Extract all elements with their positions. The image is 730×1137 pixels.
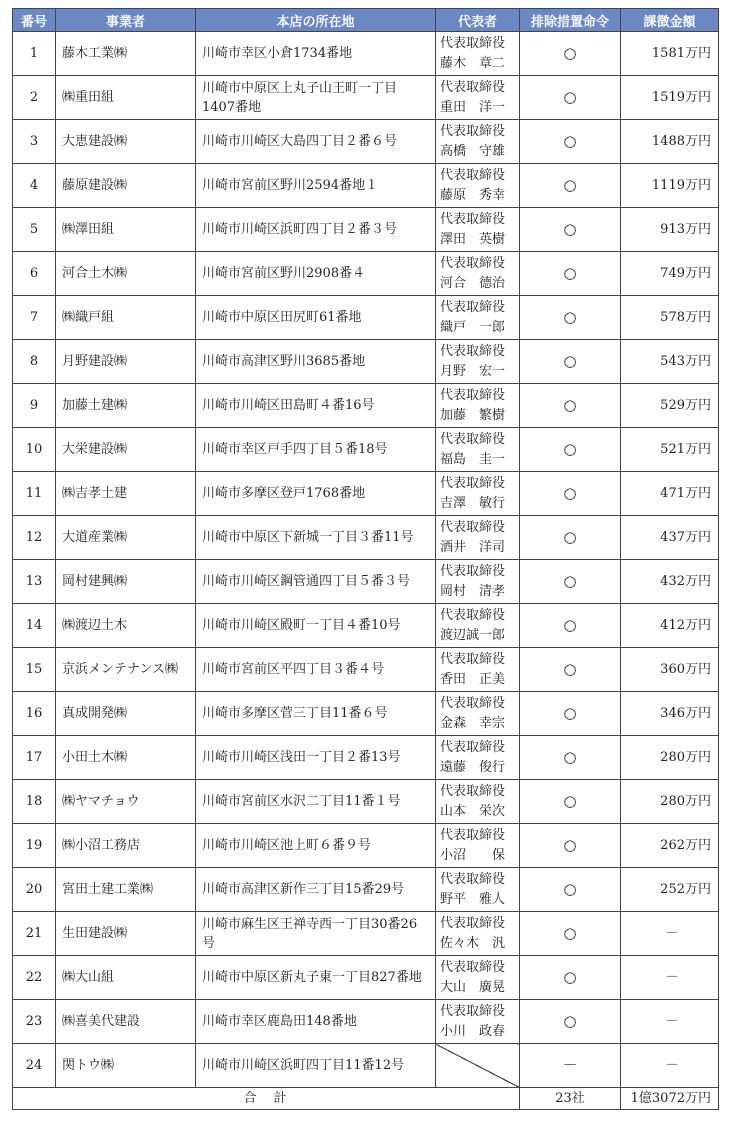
row-company: ㈱澤田組: [56, 208, 196, 252]
header-number: 番号: [13, 9, 56, 32]
representative-title: 代表取締役: [440, 343, 506, 359]
header-address: 本店の所在地: [196, 9, 436, 32]
row-address: 川崎市幸区戸手四丁目５番18号: [196, 428, 436, 472]
row-surcharge: －: [621, 1000, 719, 1044]
row-exclusion-order: ○: [520, 692, 621, 736]
row-exclusion-order: ○: [520, 1000, 621, 1044]
row-representative: [436, 824, 520, 868]
table-row: [13, 296, 719, 340]
row-address: 川崎市宮前区水沢二丁目11番１号: [196, 780, 436, 824]
representative-name: 高橋 守雄: [440, 143, 506, 159]
table-row: [13, 76, 719, 120]
table-footer: [13, 1088, 719, 1110]
row-representative: [436, 1000, 520, 1044]
representative-title: 代表取締役: [440, 79, 506, 95]
table-row: [13, 340, 719, 384]
row-address: 川崎市中原区下新城一丁目３番11号: [196, 516, 436, 560]
row-number: 9: [13, 384, 56, 428]
row-number: 5: [13, 208, 56, 252]
row-representative-empty-slash: [436, 1044, 520, 1088]
row-address: 川崎市中原区上丸子山王町一丁目1407番地: [196, 76, 436, 120]
representative-title: 代表取締役: [440, 651, 506, 667]
representative-name: 小川 政春: [440, 1023, 506, 1039]
row-company: ㈱小沼工務店: [56, 824, 196, 868]
row-company: 加藤土建㈱: [56, 384, 196, 428]
row-address: 川崎市宮前区野川2908番４: [196, 252, 436, 296]
row-number: 19: [13, 824, 56, 868]
row-address: 川崎市川崎区大島四丁目２番６号: [196, 120, 436, 164]
row-company: 真成開発㈱: [56, 692, 196, 736]
representative-title: 代表取締役: [440, 783, 506, 799]
representative-name: 金森 幸宗: [440, 715, 506, 731]
representative-name: 福島 圭一: [440, 451, 506, 467]
row-exclusion-order: ○: [520, 516, 621, 560]
row-representative: [436, 560, 520, 604]
row-exclusion-order: ○: [520, 956, 621, 1000]
row-representative: [436, 252, 520, 296]
row-number: 1: [13, 32, 56, 76]
row-number: 17: [13, 736, 56, 780]
table-row: [13, 780, 719, 824]
row-surcharge: 432万円: [621, 560, 719, 604]
row-address: 川崎市幸区小倉1734番地: [196, 32, 436, 76]
representative-name: 月野 宏一: [440, 363, 506, 379]
representative-name: 重田 洋一: [440, 99, 506, 115]
row-surcharge: －: [621, 1044, 719, 1088]
row-address: 川崎市宮前区平四丁目３番４号: [196, 648, 436, 692]
row-exclusion-order: ○: [520, 296, 621, 340]
representative-title: 代表取締役: [440, 167, 506, 183]
row-company: ㈱織戸組: [56, 296, 196, 340]
representative-title: 代表取締役: [440, 475, 506, 491]
representative-title: 代表取締役: [440, 563, 506, 579]
row-exclusion-order: ○: [520, 824, 621, 868]
row-representative: [436, 472, 520, 516]
representative-name: 河合 德治: [440, 275, 506, 291]
row-surcharge: －: [621, 912, 719, 956]
row-exclusion-order: ○: [520, 340, 621, 384]
representative-name: 岡村 清孝: [440, 583, 506, 599]
row-address: 川崎市川崎区浅田一丁目２番13号: [196, 736, 436, 780]
representative-title: 代表取締役: [440, 915, 506, 931]
row-representative: [436, 428, 520, 472]
representative-name: 大山 廣晃: [440, 979, 506, 995]
row-address: 川崎市高津区新作三丁目15番29号: [196, 868, 436, 912]
row-representative: [436, 692, 520, 736]
representative-name: 遠藤 俊行: [440, 759, 506, 775]
representative-name: 野平 雅人: [440, 891, 506, 907]
row-company: 京浜メンテナンス㈱: [56, 648, 196, 692]
row-exclusion-order: ○: [520, 780, 621, 824]
row-address: 川崎市宮前区野川2594番地１: [196, 164, 436, 208]
row-representative: [436, 956, 520, 1000]
representative-title: 代表取締役: [440, 431, 506, 447]
row-surcharge: 412万円: [621, 604, 719, 648]
representative-title: 代表取締役: [440, 387, 506, 403]
row-representative: [436, 604, 520, 648]
table-row: [13, 736, 719, 780]
header-row: [13, 9, 719, 32]
row-number: 24: [13, 1044, 56, 1088]
row-address: 川崎市中原区新丸子東一丁目827番地: [196, 956, 436, 1000]
row-company: ㈱ヤマチョウ: [56, 780, 196, 824]
row-number: 22: [13, 956, 56, 1000]
representative-title: 代表取締役: [440, 739, 506, 755]
table-row: [13, 956, 719, 1000]
row-number: 14: [13, 604, 56, 648]
row-exclusion-order: ○: [520, 912, 621, 956]
header-exclusion-order: 排除措置命令: [520, 9, 621, 32]
row-number: 21: [13, 912, 56, 956]
row-exclusion-order: ○: [520, 208, 621, 252]
representative-name: 佐々木 汎: [440, 935, 506, 951]
representative-title: 代表取締役: [440, 827, 506, 843]
table-row: [13, 648, 719, 692]
row-company: ㈱渡辺土木: [56, 604, 196, 648]
row-surcharge: 346万円: [621, 692, 719, 736]
row-company: 大栄建設㈱: [56, 428, 196, 472]
row-company: 大恵建設㈱: [56, 120, 196, 164]
row-number: 13: [13, 560, 56, 604]
row-address: 川崎市高津区野川3685番地: [196, 340, 436, 384]
row-representative: [436, 208, 520, 252]
row-surcharge: 1519万円: [621, 76, 719, 120]
representative-title: 代表取締役: [440, 35, 506, 51]
table-row: [13, 32, 719, 76]
row-company: 河合土木㈱: [56, 252, 196, 296]
row-exclusion-order: ○: [520, 604, 621, 648]
table-row: [13, 560, 719, 604]
table-row: [13, 120, 719, 164]
row-company: ㈱大山組: [56, 956, 196, 1000]
row-address: 川崎市川崎区浜町四丁目11番12号: [196, 1044, 436, 1088]
row-surcharge: 437万円: [621, 516, 719, 560]
row-address: 川崎市麻生区王禅寺西一丁目30番26号: [196, 912, 436, 956]
row-exclusion-order: ○: [520, 428, 621, 472]
row-surcharge: 543万円: [621, 340, 719, 384]
row-exclusion-order: ○: [520, 76, 621, 120]
row-surcharge: 280万円: [621, 736, 719, 780]
row-exclusion-order: －: [520, 1044, 621, 1088]
representative-name: 山本 栄次: [440, 803, 506, 819]
table-row: [13, 912, 719, 956]
representative-title: 代表取締役: [440, 959, 506, 975]
table-row: [13, 516, 719, 560]
row-surcharge: 471万円: [621, 472, 719, 516]
row-address: 川崎市中原区田尻町61番地: [196, 296, 436, 340]
row-exclusion-order: ○: [520, 472, 621, 516]
row-surcharge: 913万円: [621, 208, 719, 252]
table-row: [13, 252, 719, 296]
row-company: 小田土木㈱: [56, 736, 196, 780]
table-row: [13, 824, 719, 868]
row-representative: [436, 648, 520, 692]
row-number: 18: [13, 780, 56, 824]
row-surcharge: 1488万円: [621, 120, 719, 164]
row-surcharge: 360万円: [621, 648, 719, 692]
row-exclusion-order: ○: [520, 868, 621, 912]
representative-title: 代表取締役: [440, 255, 506, 271]
row-number: 3: [13, 120, 56, 164]
table-row: [13, 208, 719, 252]
row-exclusion-order: ○: [520, 384, 621, 428]
row-company: ㈱喜美代建設: [56, 1000, 196, 1044]
representative-title: 代表取締役: [440, 871, 506, 887]
representative-title: 代表取締役: [440, 519, 506, 535]
row-number: 4: [13, 164, 56, 208]
representative-title: 代表取締役: [440, 211, 506, 227]
row-number: 20: [13, 868, 56, 912]
row-representative: [436, 516, 520, 560]
representative-name: 吉澤 敏行: [440, 495, 506, 511]
representative-name: 酒井 洋司: [440, 539, 506, 555]
table-row: [13, 692, 719, 736]
row-company: 宮田土建工業㈱: [56, 868, 196, 912]
representative-title: 代表取締役: [440, 607, 506, 623]
total-count: 23社: [520, 1088, 621, 1110]
row-exclusion-order: ○: [520, 164, 621, 208]
row-representative: [436, 120, 520, 164]
table-row: [13, 472, 719, 516]
row-address: 川崎市川崎区浜町四丁目２番３号: [196, 208, 436, 252]
table-row: [13, 604, 719, 648]
table-row: [13, 428, 719, 472]
row-number: 15: [13, 648, 56, 692]
row-company: 大道産業㈱: [56, 516, 196, 560]
violators-table: [12, 8, 719, 1110]
row-address: 川崎市多摩区菅三丁目11番６号: [196, 692, 436, 736]
row-address: 川崎市幸区鹿島田148番地: [196, 1000, 436, 1044]
row-surcharge: 578万円: [621, 296, 719, 340]
representative-title: 代表取締役: [440, 299, 506, 315]
row-company: 藤原建設㈱: [56, 164, 196, 208]
row-number: 8: [13, 340, 56, 384]
table-row: [13, 384, 719, 428]
row-representative: [436, 736, 520, 780]
representative-name: 織戸 一郎: [440, 319, 506, 335]
representative-title: 代表取締役: [440, 695, 506, 711]
row-surcharge: 262万円: [621, 824, 719, 868]
row-surcharge: 1119万円: [621, 164, 719, 208]
row-company: 生田建設㈱: [56, 912, 196, 956]
total-amount: 1億3072万円: [621, 1088, 719, 1110]
row-representative: [436, 868, 520, 912]
table-header: [13, 9, 719, 32]
row-exclusion-order: ○: [520, 32, 621, 76]
representative-name: 澤田 英樹: [440, 231, 506, 247]
total-row: [13, 1088, 719, 1110]
row-company: 月野建設㈱: [56, 340, 196, 384]
row-address: 川崎市川崎区鋼管通四丁目５番３号: [196, 560, 436, 604]
row-company: 藤木工業㈱: [56, 32, 196, 76]
row-surcharge: 749万円: [621, 252, 719, 296]
row-number: 10: [13, 428, 56, 472]
row-number: 23: [13, 1000, 56, 1044]
header-surcharge: 課徴金額: [621, 9, 719, 32]
row-number: 12: [13, 516, 56, 560]
representative-title: 代表取締役: [440, 1003, 506, 1019]
row-exclusion-order: ○: [520, 252, 621, 296]
row-surcharge: 252万円: [621, 868, 719, 912]
row-exclusion-order: ○: [520, 648, 621, 692]
table-row: [13, 164, 719, 208]
representative-name: 渡辺誠一郎: [440, 627, 506, 643]
table-row: [13, 1000, 719, 1044]
row-company: 岡村建興㈱: [56, 560, 196, 604]
violators-table-container: [12, 8, 719, 1110]
row-surcharge: －: [621, 956, 719, 1000]
table-body: [13, 32, 719, 1088]
row-exclusion-order: ○: [520, 560, 621, 604]
row-surcharge: 280万円: [621, 780, 719, 824]
row-surcharge: 521万円: [621, 428, 719, 472]
representative-name: 藤原 秀幸: [440, 187, 506, 203]
representative-name: 加藤 繁樹: [440, 407, 506, 423]
row-address: 川崎市多摩区登戸1768番地: [196, 472, 436, 516]
row-representative: [436, 164, 520, 208]
row-company: ㈱吉孝土建: [56, 472, 196, 516]
row-representative: [436, 780, 520, 824]
row-representative: [436, 912, 520, 956]
representative-title: 代表取締役: [440, 123, 506, 139]
row-number: 11: [13, 472, 56, 516]
row-number: 7: [13, 296, 56, 340]
row-surcharge: 1581万円: [621, 32, 719, 76]
header-representative: 代表者: [436, 9, 520, 32]
table-row: [13, 1044, 719, 1088]
representative-name: 香田 正美: [440, 671, 506, 687]
row-exclusion-order: ○: [520, 120, 621, 164]
row-company: ㈱重田組: [56, 76, 196, 120]
row-address: 川崎市川崎区池上町６番９号: [196, 824, 436, 868]
row-address: 川崎市川崎区田島町４番16号: [196, 384, 436, 428]
row-number: 16: [13, 692, 56, 736]
table-row: [13, 868, 719, 912]
row-address: 川崎市川崎区殿町一丁目４番10号: [196, 604, 436, 648]
row-representative: [436, 384, 520, 428]
row-representative: [436, 76, 520, 120]
representative-name: 藤木 章二: [440, 55, 506, 71]
row-exclusion-order: ○: [520, 736, 621, 780]
row-number: 6: [13, 252, 56, 296]
row-representative: [436, 296, 520, 340]
row-number: 2: [13, 76, 56, 120]
total-label: 合 計: [13, 1088, 520, 1110]
row-representative: [436, 32, 520, 76]
row-representative: [436, 340, 520, 384]
row-surcharge: 529万円: [621, 384, 719, 428]
row-company: 関トウ㈱: [56, 1044, 196, 1088]
header-company: 事業者: [56, 9, 196, 32]
representative-name: 小沼 保: [440, 847, 506, 863]
